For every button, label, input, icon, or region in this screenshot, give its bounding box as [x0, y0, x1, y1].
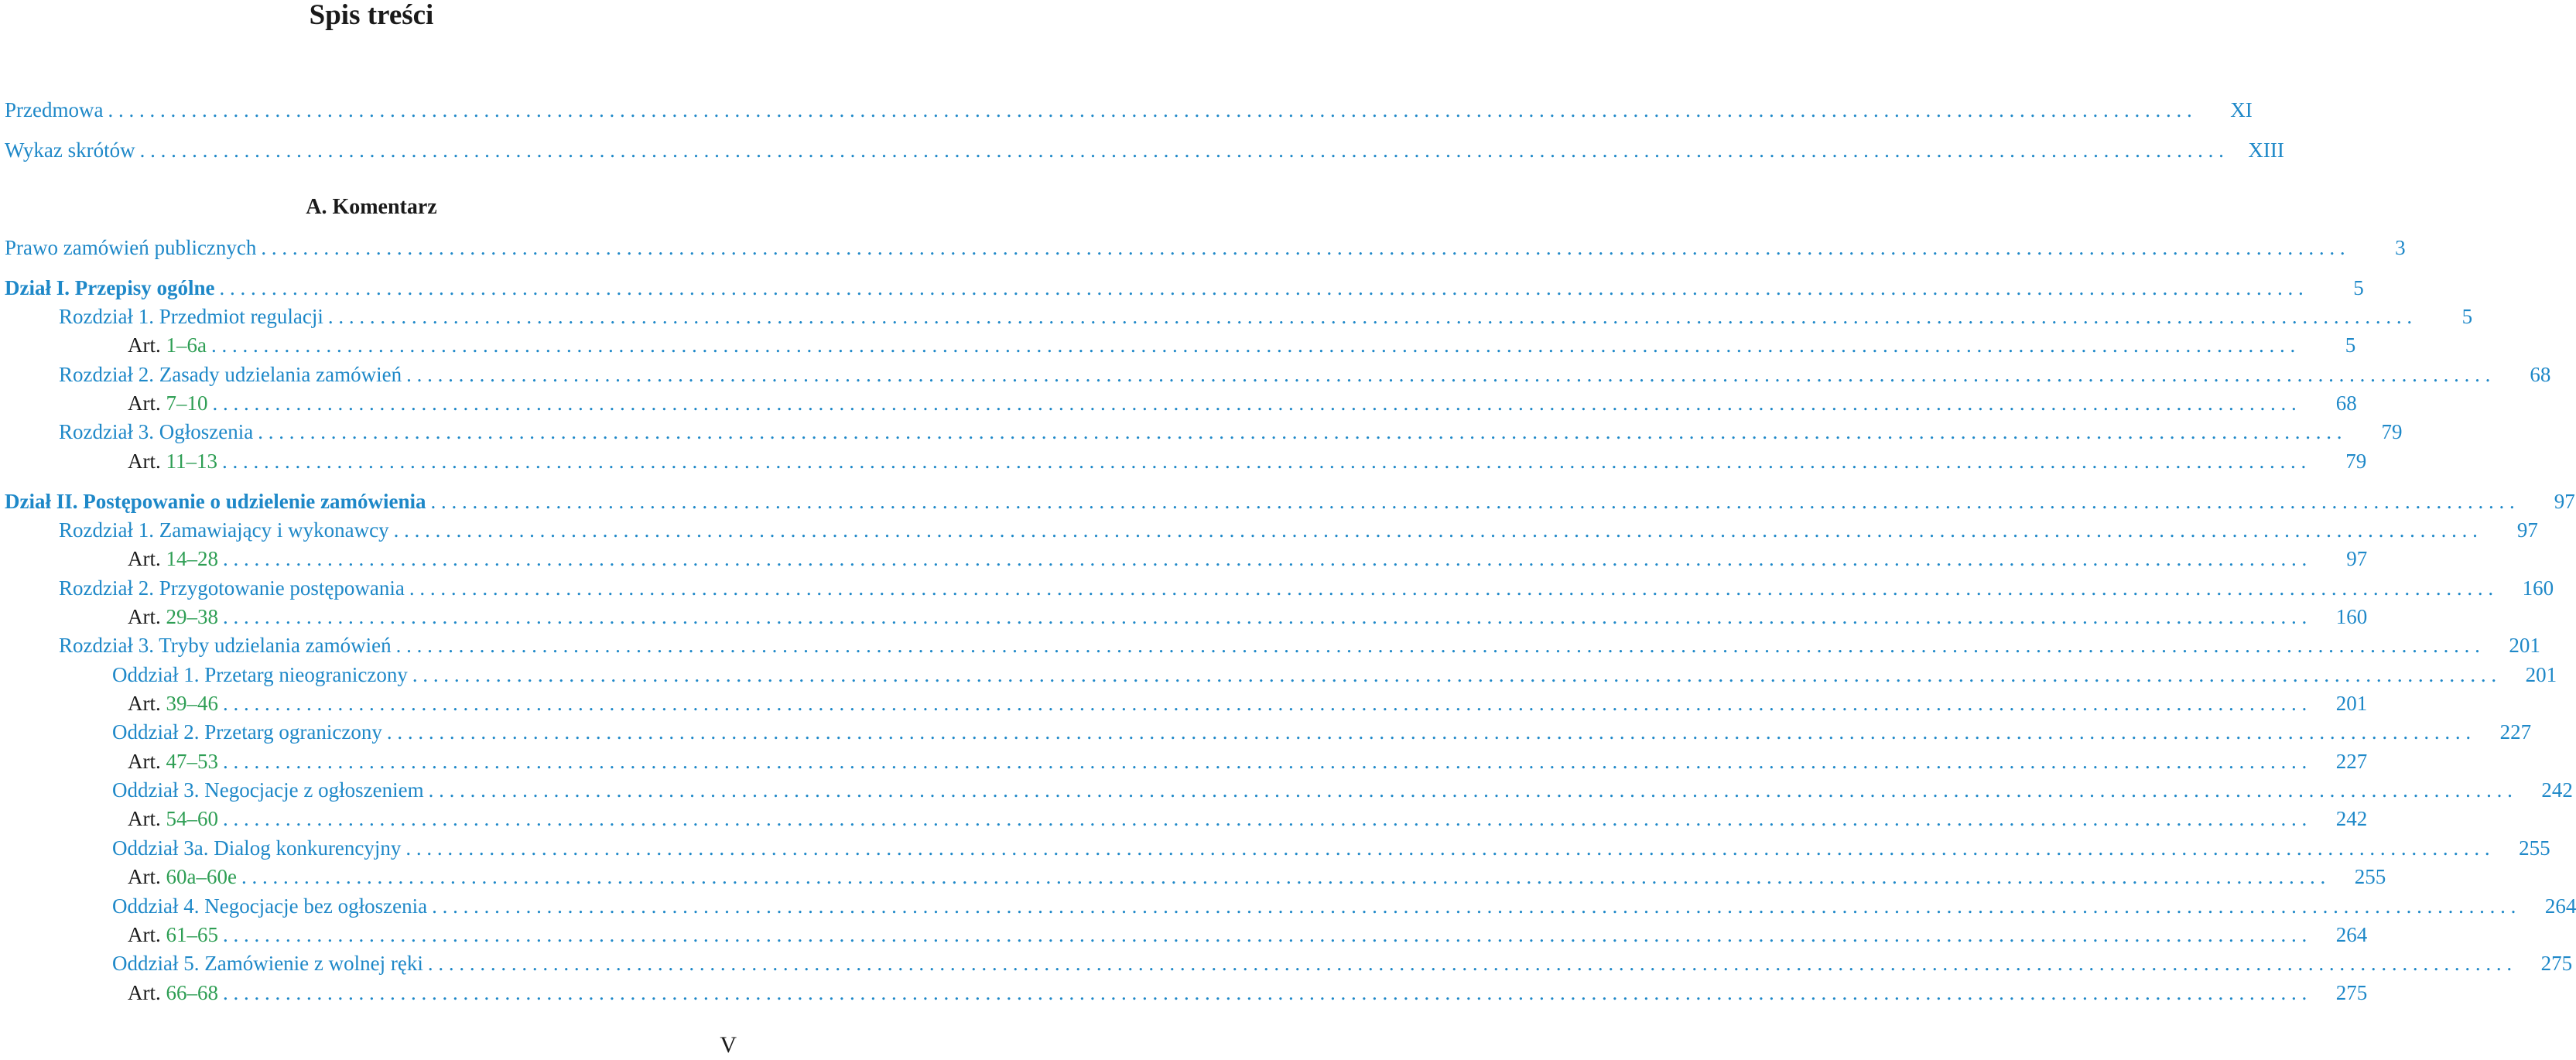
- toc-article-label: [128, 332, 207, 358]
- toc-page-number: 160: [2522, 576, 2554, 600]
- toc-entry-label: Dział I. Przepisy ogólne: [5, 276, 215, 299]
- dot-leader: . . . . . . . . . . . . . . . . . . . . . . . . . . . . . . . . . . . . . . . . . . . . . . . . . . . . . . . . . . . . . . . . . . . . . . . . . . . . . . . . . . . . . . . . . . . . . . . . . . . . . . . . . . . . . . . . . . . . . . . . . . . . . . . . . . . . . . . . . . . . . . . . . . . . . . . . . . . . . . . . . . . . . . . . . . . . . . . . . . . . . . . . . . . . . . . . . . . . . . . .: [108, 98, 2192, 121]
- toc-entry-label: Przedmowa: [5, 98, 104, 121]
- toc-entry[interactable]: [0, 835, 2550, 861]
- article-range: 7–10: [166, 392, 208, 415]
- article-prefix: Art.: [128, 750, 166, 773]
- dot-leader: . . . . . . . . . . . . . . . . . . . . . . . . . . . . . . . . . . . . . . . . . . . . . . . . . . . . . . . . . . . . . . . . . . . . . . . . . . . . . . . . . . . . . . . . . . . . . . . . . . . . . . . . . . . . . . . . . . . . . . . . . . . . . . . . . . . . . . . . . . . . . . . . . . . . . . . . . . . . . . . . . . . . . . . . . . . . . . . . . . . . . . . . . . . . . . . . . . . . . . . .: [405, 836, 2490, 860]
- toc-entry[interactable]: [0, 662, 2557, 688]
- dot-leader: . . . . . . . . . . . . . . . . . . . . . . . . . . . . . . . . . . . . . . . . . . . . . . . . . . . . . . . . . . . . . . . . . . . . . . . . . . . . . . . . . . . . . . . . . . . . . . . . . . . . . . . . . . . . . . . . . . . . . . . . . . . . . . . . . . . . . . . . . . . . . . . . . . . . . . . . . . . . . . . . . . . . . . . . . . . . . . . . . . . . . . . . . . . . . . . . . . . . . . . .: [222, 450, 2307, 473]
- toc-page-number: 160: [2335, 605, 2368, 628]
- toc-entry-label: Rozdział 2. Zasady udzielania zamówień: [59, 363, 402, 386]
- toc-page-number: 68: [2530, 363, 2551, 386]
- toc-page-number: 79: [2381, 420, 2403, 443]
- toc-article-label: [128, 448, 217, 474]
- article-prefix: Art.: [128, 981, 166, 1004]
- article-range: 66–68: [166, 981, 218, 1004]
- toc-page-number: 79: [2345, 450, 2367, 473]
- article-prefix: Art.: [128, 605, 166, 628]
- toc-entry[interactable]: [0, 275, 2364, 301]
- toc-entry-label: Oddział 3. Negocjacje z ogłoszeniem: [112, 778, 424, 802]
- page-title: Spis treści: [309, 0, 434, 31]
- toc-page-number: 5: [2345, 333, 2356, 357]
- toc-article-label: [128, 390, 208, 416]
- dot-leader: . . . . . . . . . . . . . . . . . . . . . . . . . . . . . . . . . . . . . . . . . . . . . . . . . . . . . . . . . . . . . . . . . . . . . . . . . . . . . . . . . . . . . . . . . . . . . . . . . . . . . . . . . . . . . . . . . . . . . . . . . . . . . . . . . . . . . . . . . . . . . . . . . . . . . . . . . . . . . . . . . . . . . . . . . . . . . . . . . . . . . . . . . . . . . . . . . . . . . . . .: [393, 518, 2478, 542]
- article-range: 61–65: [166, 923, 218, 946]
- toc-entry[interactable]: [0, 604, 2368, 630]
- dot-leader: . . . . . . . . . . . . . . . . . . . . . . . . . . . . . . . . . . . . . . . . . . . . . . . . . . . . . . . . . . . . . . . . . . . . . . . . . . . . . . . . . . . . . . . . . . . . . . . . . . . . . . . . . . . . . . . . . . . . . . . . . . . . . . . . . . . . . . . . . . . . . . . . . . . . . . . . . . . . . . . . . . . . . . . . . . . . . . . . . . . . . . . . . . . . . . . . . . . . . . . .: [409, 576, 2494, 600]
- toc-entry[interactable]: [0, 97, 2253, 123]
- toc-article-label: [128, 690, 218, 716]
- article-prefix: Art.: [128, 923, 166, 946]
- toc-entry[interactable]: [0, 980, 2368, 1006]
- toc-article-label: [128, 604, 218, 630]
- article-prefix: Art.: [128, 692, 166, 715]
- toc-entry-label: Oddział 4. Negocjacje bez ogłoszenia: [112, 894, 428, 918]
- toc-page-number: 201: [2335, 692, 2368, 715]
- toc-entry[interactable]: [0, 719, 2532, 745]
- article-prefix: Art.: [128, 392, 166, 415]
- article-prefix: Art.: [128, 450, 166, 473]
- toc-page-number: 201: [2509, 634, 2540, 657]
- toc-entry-label: Rozdział 2. Przygotowanie postępowania: [59, 576, 405, 600]
- toc-entry-label: Dział II. Postępowanie o udzielenie zamówienia: [5, 490, 426, 513]
- toc-page-number: 242: [2335, 807, 2368, 830]
- toc-page-number: 97: [2346, 547, 2368, 570]
- toc-page-number: 68: [2335, 392, 2357, 415]
- toc-entry[interactable]: [0, 488, 2575, 515]
- dot-leader: . . . . . . . . . . . . . . . . . . . . . . . . . . . . . . . . . . . . . . . . . . . . . . . . . . . . . . . . . . . . . . . . . . . . . . . . . . . . . . . . . . . . . . . . . . . . . . . . . . . . . . . . . . . . . . . . . . . . . . . . . . . . . . . . . . . . . . . . . . . . . . . . . . . . . . . . . . . . . . . . . . . . . . . . . . . . . . . . . . . . . . . . . . . . . . . . . . . . . . . .: [212, 392, 2297, 415]
- toc-entry[interactable]: [0, 332, 2356, 358]
- dot-leader: . . . . . . . . . . . . . . . . . . . . . . . . . . . . . . . . . . . . . . . . . . . . . . . . . . . . . . . . . . . . . . . . . . . . . . . . . . . . . . . . . . . . . . . . . . . . . . . . . . . . . . . . . . . . . . . . . . . . . . . . . . . . . . . . . . . . . . . . . . . . . . . . . . . . . . . . . . . . . . . . . . . . . . . . . . . . . . . . . . . . . . . . . . . . . . . . . . . . . . . .: [223, 981, 2307, 1004]
- toc-page-number: 275: [2540, 952, 2573, 975]
- toc-entry[interactable]: [0, 950, 2573, 976]
- article-range: 1–6a: [166, 333, 207, 357]
- article-prefix: Art.: [128, 333, 166, 357]
- toc-page-number: 255: [2519, 836, 2550, 860]
- toc-page-number: 97: [2554, 490, 2575, 513]
- toc-article-label: [128, 545, 218, 572]
- toc-page-number: 255: [2354, 865, 2386, 888]
- toc-entry[interactable]: [0, 517, 2538, 543]
- dot-leader: . . . . . . . . . . . . . . . . . . . . . . . . . . . . . . . . . . . . . . . . . . . . . . . . . . . . . . . . . . . . . . . . . . . . . . . . . . . . . . . . . . . . . . . . . . . . . . . . . . . . . . . . . . . . . . . . . . . . . . . . . . . . . . . . . . . . . . . . . . . . . . . . . . . . . . . . . . . . . . . . . . . . . . . . . . . . . . . . . . . . . . . . . . . . . . . . . . . . . . . .: [386, 720, 2472, 744]
- toc-page-number: 5: [2353, 276, 2364, 299]
- toc-page-number: 227: [2499, 720, 2532, 744]
- toc-page-number: 3: [2395, 236, 2406, 259]
- toc-page-number: 275: [2335, 981, 2368, 1004]
- toc-article-label: [128, 748, 218, 774]
- toc-entry-label: Oddział 2. Przetarg ograniczony: [112, 720, 382, 744]
- toc-entry[interactable]: [0, 361, 2551, 388]
- dot-leader: . . . . . . . . . . . . . . . . . . . . . . . . . . . . . . . . . . . . . . . . . . . . . . . . . . . . . . . . . . . . . . . . . . . . . . . . . . . . . . . . . . . . . . . . . . . . . . . . . . . . . . . . . . . . . . . . . . . . . . . . . . . . . . . . . . . . . . . . . . . . . . . . . . . . . . . . . . . . . . . . . . . . . . . . . . . . . . . . . . . . . . . . . . . . . . . . . . . . . . . .: [223, 547, 2307, 570]
- toc-entry[interactable]: [0, 922, 2368, 948]
- toc-entry[interactable]: [0, 893, 2576, 919]
- article-range: 11–13: [166, 450, 217, 473]
- toc-entry[interactable]: [0, 303, 2473, 330]
- toc-page-number: 242: [2541, 778, 2573, 802]
- toc-page-number: XIII: [2248, 138, 2284, 162]
- toc-entry[interactable]: [0, 137, 2284, 163]
- dot-leader: . . . . . . . . . . . . . . . . . . . . . . . . . . . . . . . . . . . . . . . . . . . . . . . . . . . . . . . . . . . . . . . . . . . . . . . . . . . . . . . . . . . . . . . . . . . . . . . . . . . . . . . . . . . . . . . . . . . . . . . . . . . . . . . . . . . . . . . . . . . . . . . . . . . . . . . . . . . . . . . . . . . . . . . . . . . . . . . . . . . . . . . . . . . . . . . . . . . . . . . .: [223, 605, 2307, 628]
- dot-leader: . . . . . . . . . . . . . . . . . . . . . . . . . . . . . . . . . . . . . . . . . . . . . . . . . . . . . . . . . . . . . . . . . . . . . . . . . . . . . . . . . . . . . . . . . . . . . . . . . . . . . . . . . . . . . . . . . . . . . . . . . . . . . . . . . . . . . . . . . . . . . . . . . . . . . . . . . . . . . . . . . . . . . . . . . . . . . . . . . . . . . . . . . . . . . . . . . . . . . . . .: [395, 634, 2480, 657]
- toc-entry-label: Rozdział 1. Przedmiot regulacji: [59, 305, 323, 328]
- dot-leader: . . . . . . . . . . . . . . . . . . . . . . . . . . . . . . . . . . . . . . . . . . . . . . . . . . . . . . . . . . . . . . . . . . . . . . . . . . . . . . . . . . . . . . . . . . . . . . . . . . . . . . . . . . . . . . . . . . . . . . . . . . . . . . . . . . . . . . . . . . . . . . . . . . . . . . . . . . . . . . . . . . . . . . . . . . . . . . . . . . . . . . . . . . . . . . . . . . . . . . . .: [219, 276, 2304, 299]
- dot-leader: . . . . . . . . . . . . . . . . . . . . . . . . . . . . . . . . . . . . . . . . . . . . . . . . . . . . . . . . . . . . . . . . . . . . . . . . . . . . . . . . . . . . . . . . . . . . . . . . . . . . . . . . . . . . . . . . . . . . . . . . . . . . . . . . . . . . . . . . . . . . . . . . . . . . . . . . . . . . . . . . . . . . . . . . . . . . . . . . . . . . . . . . . . . . . . . . . . . . . . . .: [428, 778, 2513, 802]
- toc-page-number: XI: [2230, 98, 2253, 121]
- article-range: 54–60: [166, 807, 218, 830]
- toc-entry[interactable]: [0, 777, 2573, 803]
- dot-leader: . . . . . . . . . . . . . . . . . . . . . . . . . . . . . . . . . . . . . . . . . . . . . . . . . . . . . . . . . . . . . . . . . . . . . . . . . . . . . . . . . . . . . . . . . . . . . . . . . . . . . . . . . . . . . . . . . . . . . . . . . . . . . . . . . . . . . . . . . . . . . . . . . . . . . . . . . . . . . . . . . . . . . . . . . . . . . . . . . . . . . . . . . . . . . . . . . . . . . . . .: [406, 363, 2491, 386]
- dot-leader: . . . . . . . . . . . . . . . . . . . . . . . . . . . . . . . . . . . . . . . . . . . . . . . . . . . . . . . . . . . . . . . . . . . . . . . . . . . . . . . . . . . . . . . . . . . . . . . . . . . . . . . . . . . . . . . . . . . . . . . . . . . . . . . . . . . . . . . . . . . . . . . . . . . . . . . . . . . . . . . . . . . . . . . . . . . . . . . . . . . . . . . . . . . . . . . . . . . . . . . .: [210, 333, 2296, 357]
- toc-entry[interactable]: [0, 575, 2554, 601]
- dot-leader: . . . . . . . . . . . . . . . . . . . . . . . . . . . . . . . . . . . . . . . . . . . . . . . . . . . . . . . . . . . . . . . . . . . . . . . . . . . . . . . . . . . . . . . . . . . . . . . . . . . . . . . . . . . . . . . . . . . . . . . . . . . . . . . . . . . . . . . . . . . . . . . . . . . . . . . . . . . . . . . . . . . . . . . . . . . . . . . . . . . . . . . . . . . . . . . . . . . . . . . .: [223, 807, 2307, 830]
- article-range: 47–53: [166, 750, 218, 773]
- toc-article-label: [128, 922, 218, 948]
- toc-entry-label: Rozdział 3. Ogłoszenia: [59, 420, 254, 443]
- toc-page-number: 264: [2544, 894, 2576, 918]
- dot-leader: . . . . . . . . . . . . . . . . . . . . . . . . . . . . . . . . . . . . . . . . . . . . . . . . . . . . . . . . . . . . . . . . . . . . . . . . . . . . . . . . . . . . . . . . . . . . . . . . . . . . . . . . . . . . . . . . . . . . . . . . . . . . . . . . . . . . . . . . . . . . . . . . . . . . . . . . . . . . . . . . . . . . . . . . . . . . . . . . . . . . . . . . . . . . . . . . . . . . . . . .: [258, 420, 2342, 443]
- toc-entry[interactable]: [0, 448, 2367, 474]
- toc-entry-label: Rozdział 1. Zamawiający i wykonawcy: [59, 518, 389, 542]
- toc-entry[interactable]: [0, 690, 2368, 716]
- dot-leader: . . . . . . . . . . . . . . . . . . . . . . . . . . . . . . . . . . . . . . . . . . . . . . . . . . . . . . . . . . . . . . . . . . . . . . . . . . . . . . . . . . . . . . . . . . . . . . . . . . . . . . . . . . . . . . . . . . . . . . . . . . . . . . . . . . . . . . . . . . . . . . . . . . . . . . . . . . . . . . . . . . . . . . . . . . . . . . . . . . . . . . . . . . . . . . . . . . . . . . . .: [412, 663, 2497, 686]
- article-prefix: Art.: [128, 547, 166, 570]
- dot-leader: . . . . . . . . . . . . . . . . . . . . . . . . . . . . . . . . . . . . . . . . . . . . . . . . . . . . . . . . . . . . . . . . . . . . . . . . . . . . . . . . . . . . . . . . . . . . . . . . . . . . . . . . . . . . . . . . . . . . . . . . . . . . . . . . . . . . . . . . . . . . . . . . . . . . . . . . . . . . . . . . . . . . . . . . . . . . . . . . . . . . . . . . . . . . . . . . . . . . . . . .: [223, 750, 2307, 773]
- dot-leader: . . . . . . . . . . . . . . . . . . . . . . . . . . . . . . . . . . . . . . . . . . . . . . . . . . . . . . . . . . . . . . . . . . . . . . . . . . . . . . . . . . . . . . . . . . . . . . . . . . . . . . . . . . . . . . . . . . . . . . . . . . . . . . . . . . . . . . . . . . . . . . . . . . . . . . . . . . . . . . . . . . . . . . . . . . . . . . . . . . . . . . . . . . . . . . . . . . . . . . . .: [427, 952, 2513, 975]
- toc-page-number: 97: [2516, 518, 2538, 542]
- toc-entry-label: Oddział 1. Przetarg nieograniczony: [112, 663, 408, 686]
- article-range: 14–28: [166, 547, 218, 570]
- toc-article-label: [128, 980, 218, 1006]
- article-prefix: Art.: [128, 807, 166, 830]
- toc-entry[interactable]: [0, 545, 2368, 572]
- toc-entry-label: Wykaz skrótów: [5, 138, 135, 162]
- article-range: 60a–60e: [166, 865, 237, 888]
- toc-entry[interactable]: [0, 805, 2368, 832]
- toc-entry[interactable]: [0, 419, 2403, 445]
- toc-page-number: 227: [2335, 750, 2368, 773]
- dot-leader: . . . . . . . . . . . . . . . . . . . . . . . . . . . . . . . . . . . . . . . . . . . . . . . . . . . . . . . . . . . . . . . . . . . . . . . . . . . . . . . . . . . . . . . . . . . . . . . . . . . . . . . . . . . . . . . . . . . . . . . . . . . . . . . . . . . . . . . . . . . . . . . . . . . . . . . . . . . . . . . . . . . . . . . . . . . . . . . . . . . . . . . . . . . . . . . . . . . . . . . .: [261, 236, 2345, 259]
- article-prefix: Art.: [128, 865, 166, 888]
- dot-leader: . . . . . . . . . . . . . . . . . . . . . . . . . . . . . . . . . . . . . . . . . . . . . . . . . . . . . . . . . . . . . . . . . . . . . . . . . . . . . . . . . . . . . . . . . . . . . . . . . . . . . . . . . . . . . . . . . . . . . . . . . . . . . . . . . . . . . . . . . . . . . . . . . . . . . . . . . . . . . . . . . . . . . . . . . . . . . . . . . . . . . . . . . . . . . . . . . . . . . . . .: [327, 305, 2413, 328]
- dot-leader: . . . . . . . . . . . . . . . . . . . . . . . . . . . . . . . . . . . . . . . . . . . . . . . . . . . . . . . . . . . . . . . . . . . . . . . . . . . . . . . . . . . . . . . . . . . . . . . . . . . . . . . . . . . . . . . . . . . . . . . . . . . . . . . . . . . . . . . . . . . . . . . . . . . . . . . . . . . . . . . . . . . . . . . . . . . . . . . . . . . . . . . . . . . . . . . . . . . . . . . .: [241, 865, 2326, 888]
- toc-entry[interactable]: [0, 748, 2368, 774]
- toc-entry[interactable]: [0, 234, 2406, 261]
- article-range: 29–38: [166, 605, 218, 628]
- dot-leader: . . . . . . . . . . . . . . . . . . . . . . . . . . . . . . . . . . . . . . . . . . . . . . . . . . . . . . . . . . . . . . . . . . . . . . . . . . . . . . . . . . . . . . . . . . . . . . . . . . . . . . . . . . . . . . . . . . . . . . . . . . . . . . . . . . . . . . . . . . . . . . . . . . . . . . . . . . . . . . . . . . . . . . . . . . . . . . . . . . . . . . . . . . . . . . . . . . . . . . . .: [430, 490, 2515, 513]
- toc-entry[interactable]: [0, 390, 2357, 416]
- toc-article-label: [128, 805, 218, 832]
- article-range: 39–46: [166, 692, 218, 715]
- dot-leader: . . . . . . . . . . . . . . . . . . . . . . . . . . . . . . . . . . . . . . . . . . . . . . . . . . . . . . . . . . . . . . . . . . . . . . . . . . . . . . . . . . . . . . . . . . . . . . . . . . . . . . . . . . . . . . . . . . . . . . . . . . . . . . . . . . . . . . . . . . . . . . . . . . . . . . . . . . . . . . . . . . . . . . . . . . . . . . . . . . . . . . . . . . . . . . . . . . . . . . . .: [139, 138, 2224, 162]
- toc-page-number: 5: [2461, 305, 2473, 328]
- section-heading: A. Komentarz: [306, 195, 437, 219]
- page-number: V: [720, 1032, 737, 1058]
- dot-leader: . . . . . . . . . . . . . . . . . . . . . . . . . . . . . . . . . . . . . . . . . . . . . . . . . . . . . . . . . . . . . . . . . . . . . . . . . . . . . . . . . . . . . . . . . . . . . . . . . . . . . . . . . . . . . . . . . . . . . . . . . . . . . . . . . . . . . . . . . . . . . . . . . . . . . . . . . . . . . . . . . . . . . . . . . . . . . . . . . . . . . . . . . . . . . . . . . . . . . . . .: [432, 894, 2516, 918]
- dot-leader: . . . . . . . . . . . . . . . . . . . . . . . . . . . . . . . . . . . . . . . . . . . . . . . . . . . . . . . . . . . . . . . . . . . . . . . . . . . . . . . . . . . . . . . . . . . . . . . . . . . . . . . . . . . . . . . . . . . . . . . . . . . . . . . . . . . . . . . . . . . . . . . . . . . . . . . . . . . . . . . . . . . . . . . . . . . . . . . . . . . . . . . . . . . . . . . . . . . . . . . .: [223, 692, 2307, 715]
- dot-leader: . . . . . . . . . . . . . . . . . . . . . . . . . . . . . . . . . . . . . . . . . . . . . . . . . . . . . . . . . . . . . . . . . . . . . . . . . . . . . . . . . . . . . . . . . . . . . . . . . . . . . . . . . . . . . . . . . . . . . . . . . . . . . . . . . . . . . . . . . . . . . . . . . . . . . . . . . . . . . . . . . . . . . . . . . . . . . . . . . . . . . . . . . . . . . . . . . . . . . . . .: [223, 923, 2307, 946]
- toc-entry-label: Oddział 5. Zamówienie z wolnej ręki: [112, 952, 423, 975]
- toc-page-number: 201: [2525, 663, 2557, 686]
- toc-article-label: [128, 863, 237, 890]
- toc-entry-label: Rozdział 3. Tryby udzielania zamówień: [59, 634, 392, 657]
- toc-entry[interactable]: [0, 632, 2540, 658]
- toc-page-number: 264: [2335, 923, 2368, 946]
- toc-entry[interactable]: [0, 863, 2386, 890]
- toc-entry-label: Oddział 3a. Dialog konkurencyjny: [112, 836, 402, 860]
- toc-entry-label: Prawo zamówień publicznych: [5, 236, 257, 259]
